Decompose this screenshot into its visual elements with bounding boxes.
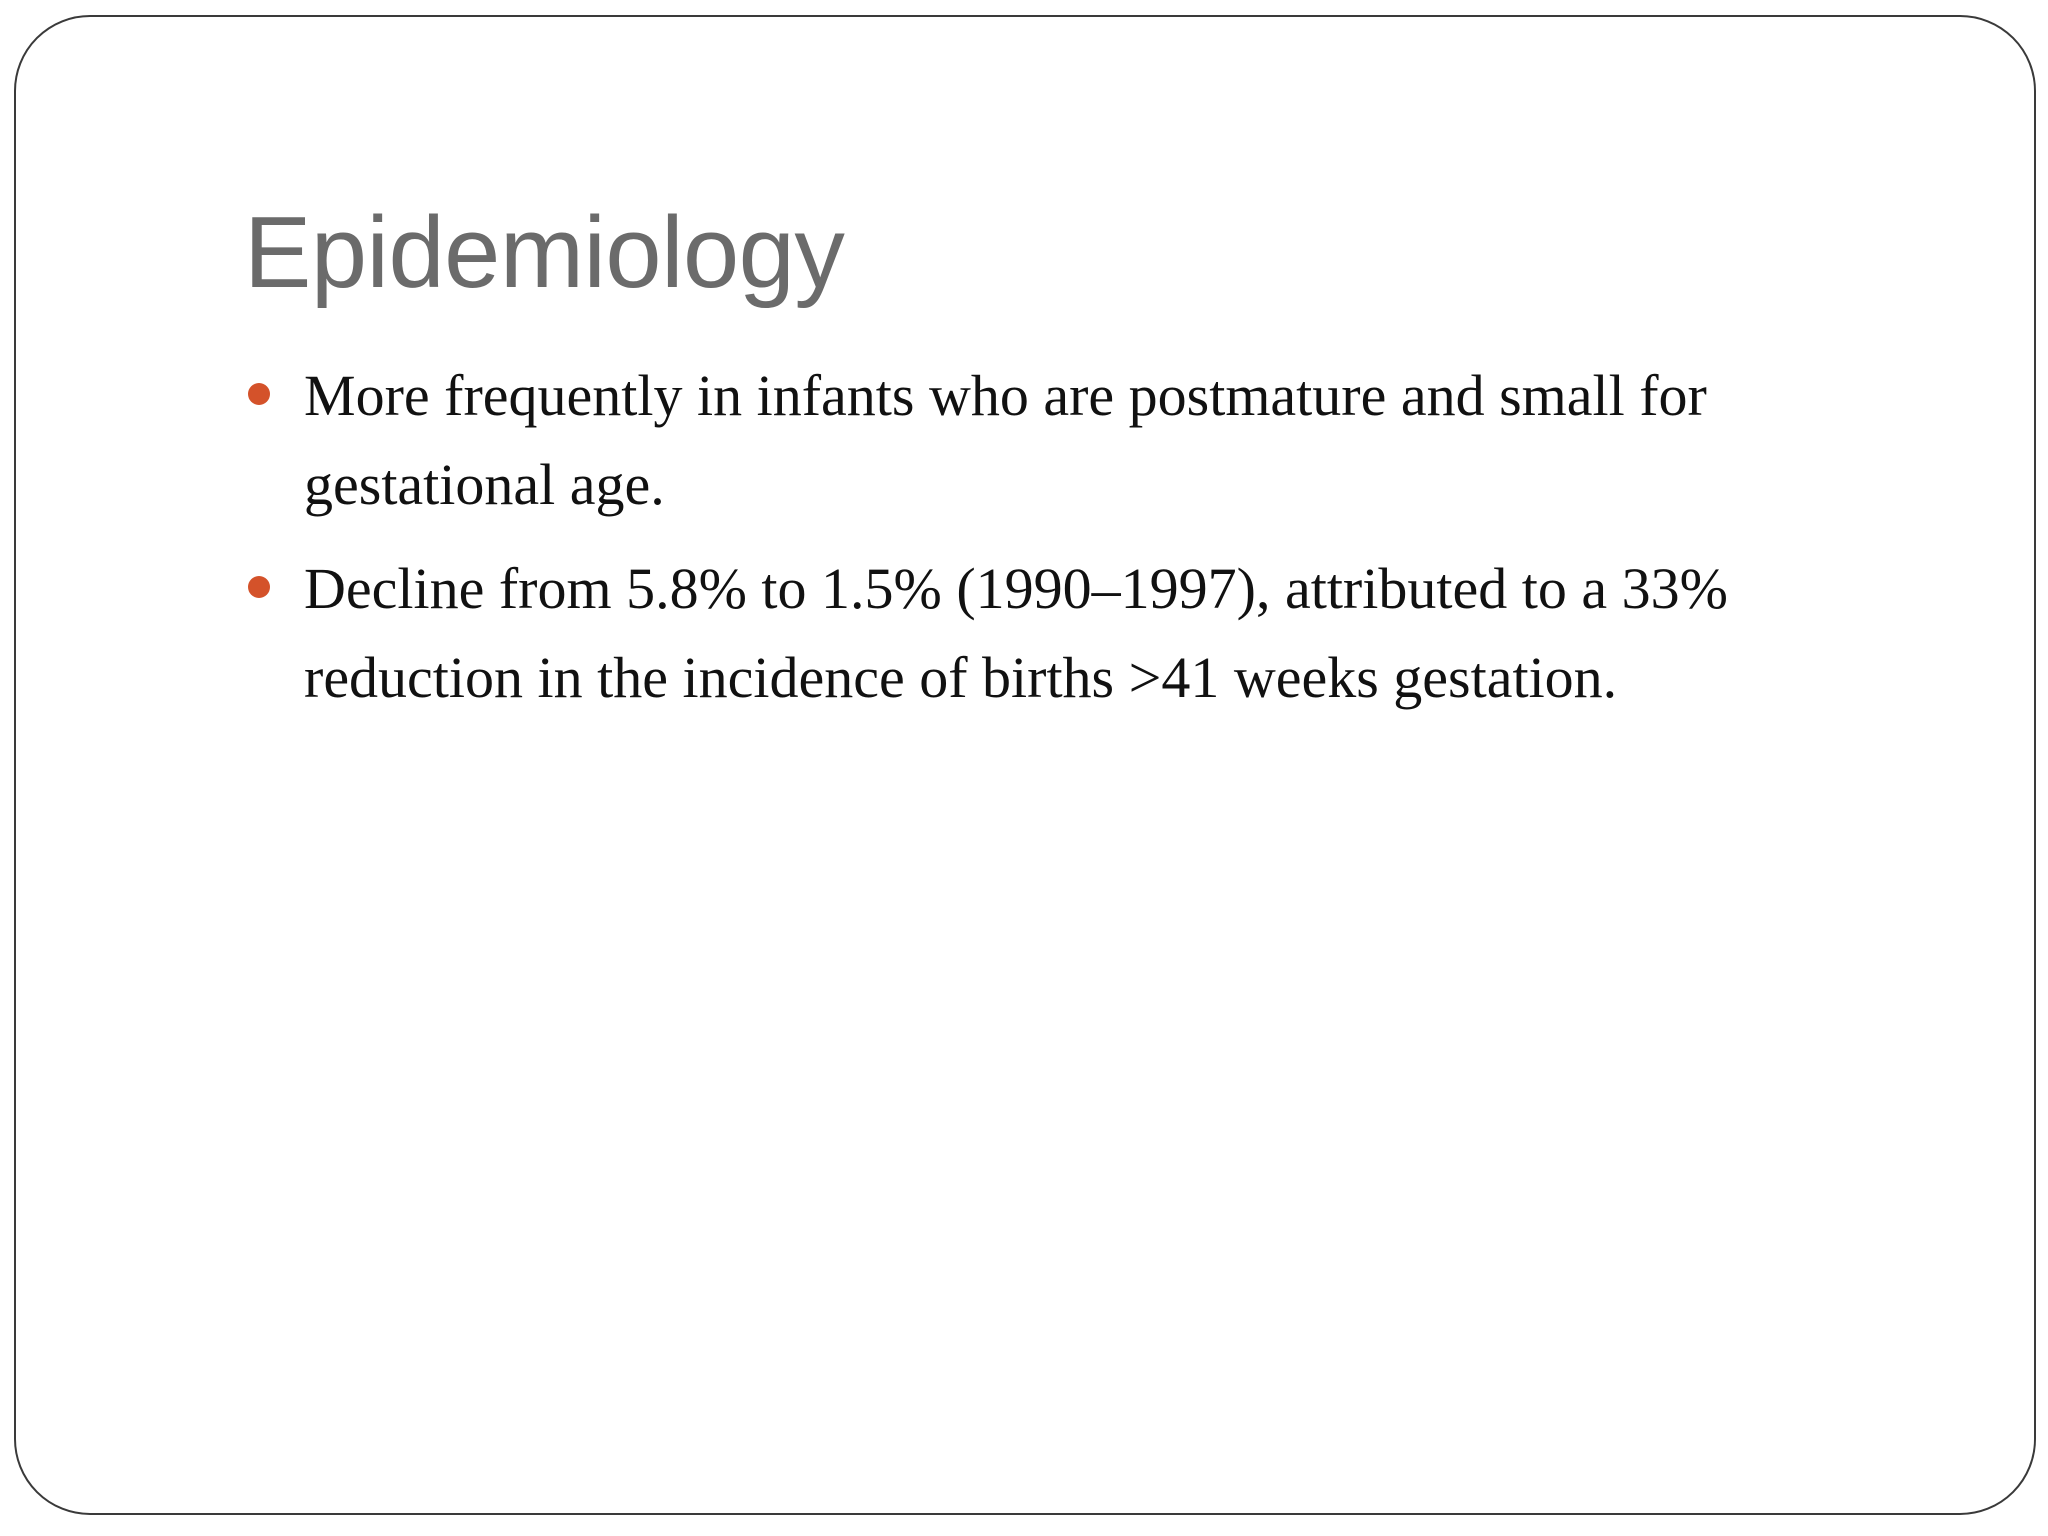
bullet-text: More frequently in infants who are postmature and small for gestational age. [304, 363, 1707, 517]
bullet-item [244, 544, 1944, 722]
slide-frame [14, 15, 2036, 1515]
bullet-item [244, 351, 1944, 529]
bullet-text: Decline from 5.8% to 1.5% (1990–1997), attributed to a 33% reduction in the incidence of births >41 weeks gestation. [304, 556, 1728, 710]
bullet-dot-icon [248, 383, 270, 405]
slide-title: Epidemiology [244, 197, 845, 309]
bullet-dot-icon [248, 576, 270, 598]
bullet-list [244, 351, 1944, 737]
